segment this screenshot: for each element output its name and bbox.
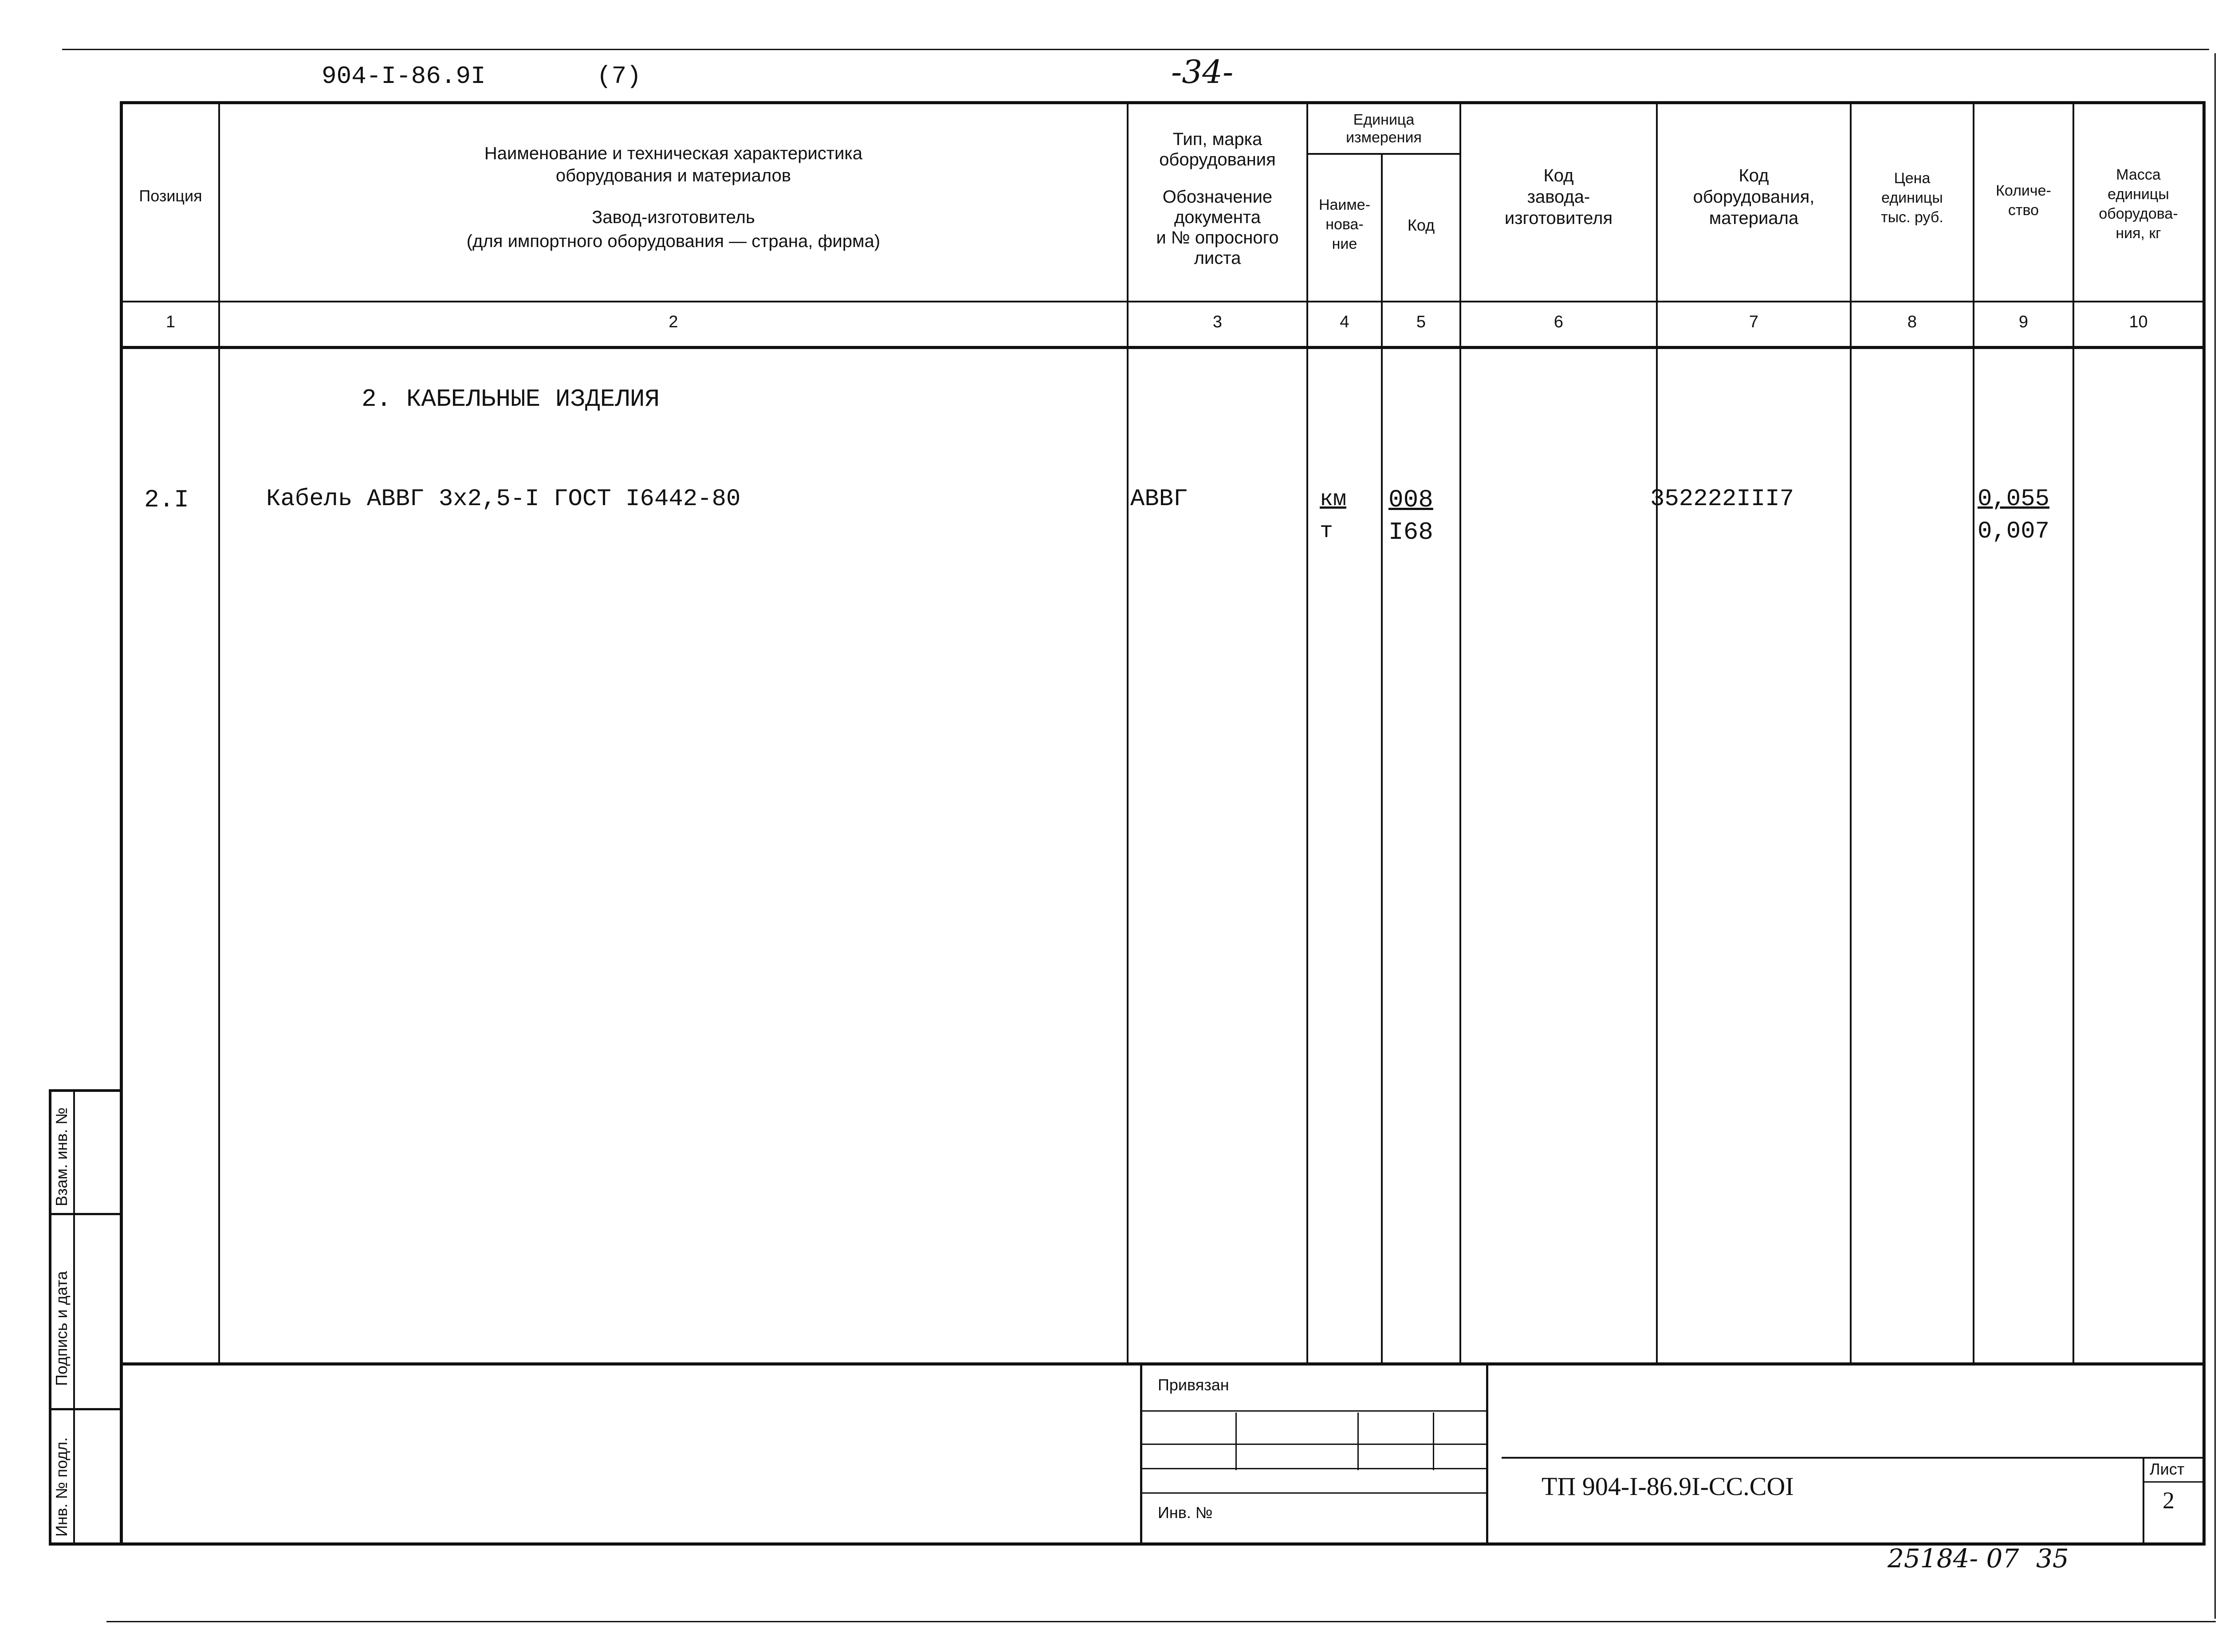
privyazan-rule-1 — [1142, 1410, 1486, 1412]
row-position: 2.I — [144, 486, 189, 514]
sheet-box-divider — [2143, 1457, 2144, 1542]
col-number-10: 10 — [2129, 313, 2148, 331]
col-number-8: 8 — [1907, 313, 1917, 331]
row-unit-name-2: т — [1320, 519, 1333, 544]
privyazan-label: Привязан — [1158, 1376, 1229, 1394]
document-designation: ТП 904-I-86.9I-СС.СОI — [1542, 1472, 1794, 1501]
document-code: 904-I-86.9I — [322, 62, 486, 90]
table-top-border — [120, 101, 2205, 104]
col-number-7: 7 — [1749, 313, 1759, 331]
stamp-divider-2 — [49, 1408, 120, 1410]
sheet-box-rule — [2144, 1481, 2202, 1483]
header-name-line2: оборудования и материалов — [555, 166, 791, 185]
header-type-line3: Обозначение — [1162, 187, 1273, 207]
sheet-paren: (7) — [597, 62, 641, 90]
col-divider-2 — [1127, 101, 1129, 1365]
header-mass-line1: Масса — [2116, 166, 2161, 183]
col-number-3: 3 — [1212, 313, 1223, 331]
header-equipment-code-line2: оборудования, — [1693, 187, 1815, 207]
privyazan-rule-2 — [1142, 1444, 1486, 1445]
footer-left-divider — [1140, 1365, 1142, 1542]
header-price-line3: тыс. руб. — [1881, 209, 1943, 226]
header-type-line5: и № опросного — [1156, 228, 1279, 247]
col-divider-9 — [2072, 101, 2074, 1365]
col-divider-5 — [1459, 101, 1461, 1365]
frame-right-rule — [2214, 53, 2216, 1619]
header-position: Позиция — [139, 187, 202, 205]
header-mass-line2: единицы — [2108, 186, 2169, 203]
table-bottom-border — [49, 1542, 2206, 1546]
header-unit-line2: измерения — [1346, 129, 1422, 146]
col-divider-1 — [218, 101, 220, 1365]
sheet-number: 2 — [2163, 1487, 2175, 1514]
col-number-6: 6 — [1553, 313, 1564, 331]
header-unit-code: Код — [1407, 216, 1435, 234]
bottom-rule — [106, 1621, 2216, 1622]
privyazan-divider-1 — [1235, 1413, 1237, 1470]
unit-group-rule — [1306, 153, 1459, 155]
stamp-strip-top — [49, 1089, 120, 1092]
header-unit-name-line2: нова- — [1325, 216, 1364, 233]
page-mark: -34- — [1171, 53, 1234, 90]
header-type-line2: оборудования — [1159, 150, 1276, 169]
section-title: 2. КАБЕЛЬНЫЕ ИЗДЕЛИЯ — [362, 385, 660, 413]
designation-top-rule — [1502, 1457, 2202, 1459]
header-unit-name-line1: Наиме- — [1318, 196, 1371, 213]
col-number-1: 1 — [165, 313, 176, 331]
archive-number: 25184- 07 — [1888, 1543, 2019, 1574]
privyazan-divider-2 — [1357, 1413, 1359, 1470]
col-number-2: 2 — [669, 313, 678, 331]
header-unit-name-line3: ние — [1332, 235, 1357, 252]
row-type: АВВГ — [1130, 486, 1188, 513]
privyazan-divider-3 — [1433, 1413, 1434, 1470]
footer-top-rule — [120, 1362, 2205, 1366]
privyazan-rule-4 — [1142, 1492, 1486, 1494]
stamp-replaced-inventory: Взам. инв. № — [52, 1107, 71, 1206]
stamp-original-inventory: Инв. № подл. — [52, 1437, 71, 1537]
header-mass-line4: ния, кг — [2116, 225, 2161, 242]
col-divider-7 — [1850, 101, 1852, 1365]
col-number-4: 4 — [1340, 313, 1349, 331]
privyazan-rule-3 — [1142, 1468, 1486, 1469]
stamp-strip-left — [49, 1091, 51, 1546]
row-name: Кабель АВВГ 3х2,5-I ГОСТ I6442-80 — [266, 486, 741, 513]
row-quantity-1: 0,055 — [1978, 486, 2050, 513]
header-plant-code-line1: Код — [1543, 166, 1574, 185]
col-divider-3 — [1306, 101, 1308, 1365]
header-plant-code-line3: изготовителя — [1504, 208, 1613, 228]
stamp-signature-date: Подпись и дата — [52, 1271, 71, 1386]
header-type-line6: листа — [1194, 248, 1241, 268]
header-quantity-line2: ство — [2008, 202, 2039, 219]
col-number-9: 9 — [2018, 313, 2029, 331]
header-equipment-code-line3: материала — [1709, 208, 1799, 228]
header-plant-code-line2: завода- — [1527, 187, 1590, 207]
row-unit-code-2: I68 — [1388, 518, 1433, 546]
header-price-line1: Цена — [1894, 170, 1931, 187]
row-unit-code-1: 008 — [1388, 486, 1433, 514]
header-price-line2: единицы — [1881, 189, 1943, 206]
header-bottom-rule — [120, 346, 2205, 349]
header-type-line4: документа — [1174, 208, 1261, 227]
sheet-label: Лист — [2150, 1460, 2185, 1478]
header-type-line1: Тип, марка — [1172, 129, 1262, 149]
row-unit-name-1: км — [1320, 487, 1347, 512]
col-divider-4 — [1381, 153, 1383, 1365]
table-left-border — [120, 101, 123, 1545]
header-name-line1: Наименование и техническая характеристика — [484, 144, 863, 163]
header-mid-rule — [120, 301, 2205, 302]
header-name-line4: (для импортного оборудования — страна, фирма) — [466, 232, 881, 251]
stamp-divider-1 — [49, 1213, 120, 1215]
header-unit-line1: Единица — [1353, 111, 1415, 128]
table-right-border — [2202, 101, 2206, 1545]
archive-page: 35 — [2036, 1543, 2069, 1574]
stamp-strip-right — [73, 1091, 75, 1546]
col-divider-6 — [1656, 101, 1658, 1365]
top-rule — [62, 49, 2209, 50]
col-divider-8 — [1973, 101, 1974, 1365]
header-name-line3: Завод-изготовитель — [592, 208, 755, 227]
header-equipment-code-line1: Код — [1738, 166, 1769, 185]
inventory-number-label: Инв. № — [1158, 1503, 1213, 1522]
header-quantity-line1: Количе- — [1996, 182, 2051, 199]
footer-right-divider — [1486, 1365, 1488, 1542]
col-number-5: 5 — [1416, 313, 1426, 331]
row-equipment-code: 352222III7 — [1650, 486, 1794, 513]
header-mass-line3: оборудова- — [2099, 205, 2178, 222]
row-quantity-2: 0,007 — [1978, 518, 2050, 545]
